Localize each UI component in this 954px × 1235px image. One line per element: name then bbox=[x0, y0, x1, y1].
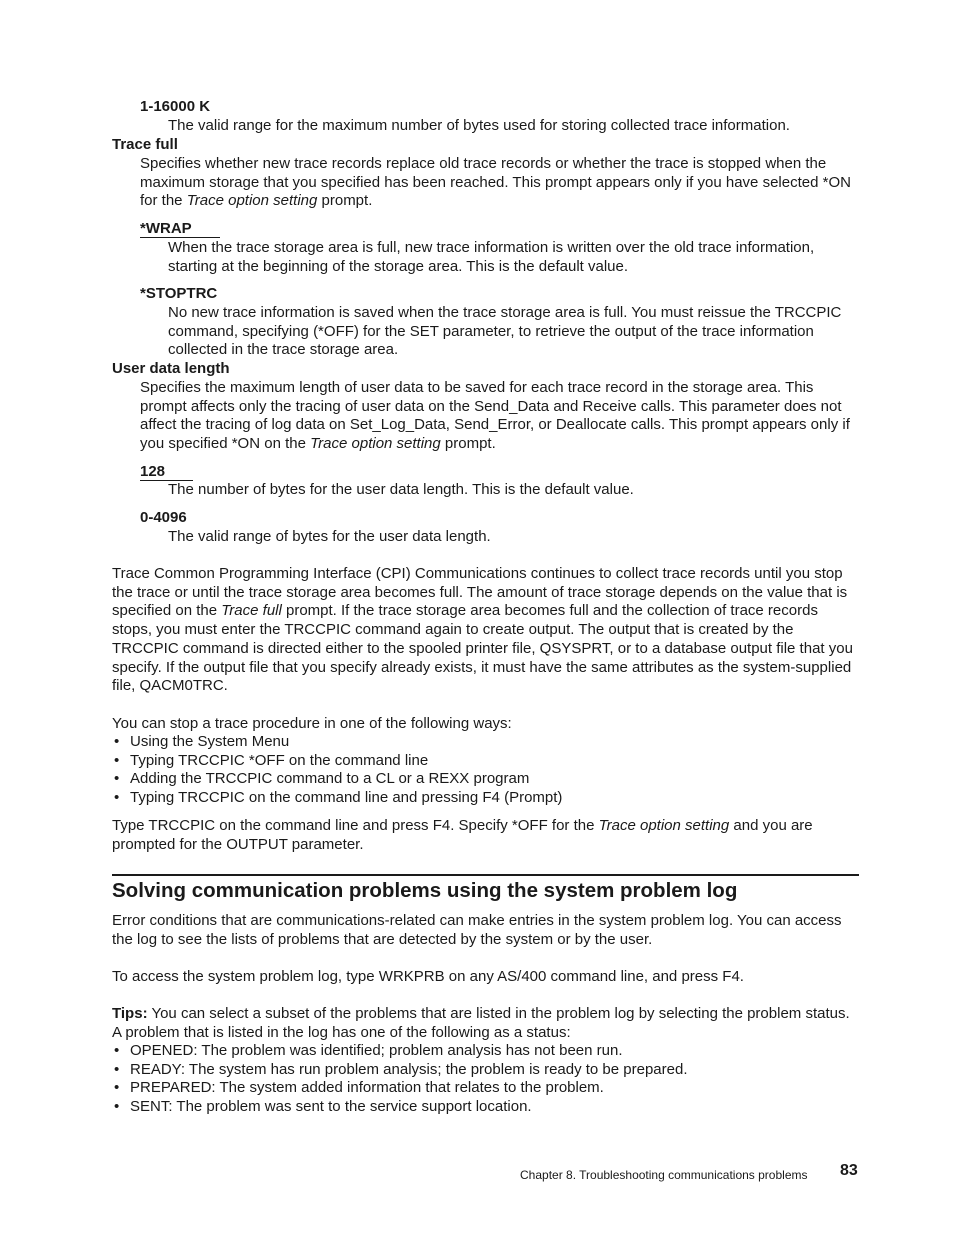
value-desc-wrap: When the trace storage area is full, new trace information is written over the old trace information, starting at the beginning of the storage area. This is the default value. bbox=[168, 239, 815, 275]
value-label-range: 1-16000 K bbox=[140, 98, 211, 115]
param-heading-trace-full: Trace full bbox=[112, 136, 178, 153]
page-number: 83 bbox=[840, 1162, 858, 1179]
value-desc-4096: The valid range of bytes for the user data length. bbox=[168, 528, 491, 545]
value-label-128: 128 bbox=[140, 463, 193, 482]
param-desc-user-data-length: Specifies the maximum length of user data to be saved for each trace record in the storage area. This prompt affects only the tracing of user data on the Send_Data and Receive calls. This parameter does not affect the tracing of log data on Set_Log_Data, Send_Error, or Deallocate calls. This prompt appears only if you specified *ON on the Trace option setting prompt. bbox=[140, 379, 850, 453]
list-stop-ways bbox=[112, 733, 857, 808]
list-item: • OPENED: The problem was identified; problem analysis has not been run. bbox=[112, 1042, 857, 1061]
paragraph-tips: Tips: You can select a subset of the problems that are listed in the problem log by selecting the problem status. A problem that is listed in the log has one of the following as a status: bbox=[112, 1005, 850, 1041]
paragraph-access-log: To access the system problem log, type WRKPRB on any AS/400 command line, and press F4. bbox=[112, 968, 744, 985]
list-item: • SENT: The problem was sent to the service support location. bbox=[112, 1098, 857, 1117]
paragraph-stop-intro: You can stop a trace procedure in one of the following ways: bbox=[112, 715, 512, 732]
list-item: • PREPARED: The system added information that relates to the problem. bbox=[112, 1079, 857, 1098]
list-item: • Typing TRCCPIC on the command line and pressing F4 (Prompt) bbox=[112, 789, 857, 808]
list-problem-statuses bbox=[112, 1042, 857, 1117]
paragraph-f4-prompt: Type TRCCPIC on the command line and press F4. Specify *OFF for the Trace option setting and you are prompted for the OUTPUT parameter. bbox=[112, 817, 813, 853]
param-desc-trace-full: Specifies whether new trace records replace old trace records or whether the trace is stopped when the maximum storage that you specified has been reached. This prompt appears only if you have selected *ON for the Trace option setting prompt. bbox=[140, 155, 851, 210]
value-label-4096: 0-4096 bbox=[140, 509, 187, 526]
value-label-stoptrc: *STOPTRC bbox=[140, 285, 218, 302]
list-item: • Typing TRCCPIC *OFF on the command line bbox=[112, 752, 857, 771]
footer-chapter: Chapter 8. Troubleshooting communications problems bbox=[520, 1168, 808, 1182]
value-desc-128: The number of bytes for the user data length. This is the default value. bbox=[168, 481, 634, 498]
list-item: • Adding the TRCCPIC command to a CL or a REXX program bbox=[112, 770, 857, 789]
value-label-wrap: *WRAP bbox=[140, 220, 220, 239]
list-item: • READY: The system has run problem analysis; the problem is ready to be prepared. bbox=[112, 1061, 857, 1080]
list-item: • Using the System Menu bbox=[112, 733, 857, 752]
paragraph-trace-collection: Trace Common Programming Interface (CPI) Communications continues to collect trace records until you stop the trace or until the trace storage area becomes full. The amount of trace storage depends on the value that is specified on the Trace full prompt. If the trace storage area becomes full and the collection of trace records stops, you must enter the TRCCPIC command again to create output. The output that is created by the TRCCPIC command is directed either to the spooled printer file, QSYSPRT, or to a database output file that you specify. If the output file that you specify already exists, it must have the same attributes as the system-supplied file, QACM0TRC. bbox=[112, 565, 853, 695]
paragraph-problem-log-intro: Error conditions that are communications-related can make entries in the system problem log. You can access the log to see the lists of problems that are detected by the system or by the user. bbox=[112, 912, 842, 948]
value-desc-range: The valid range for the maximum number of bytes used for storing collected trace information. bbox=[168, 117, 790, 134]
value-desc-stoptrc: No new trace information is saved when the trace storage area is full. You must reissue the TRCCPIC command, specifying (*OFF) for the SET parameter, to retrieve the output of the trace information collected in the trace storage area. bbox=[168, 304, 842, 359]
section-heading: Solving communication problems using the system problem log bbox=[112, 874, 859, 904]
param-heading-user-data-length: User data length bbox=[112, 360, 230, 377]
